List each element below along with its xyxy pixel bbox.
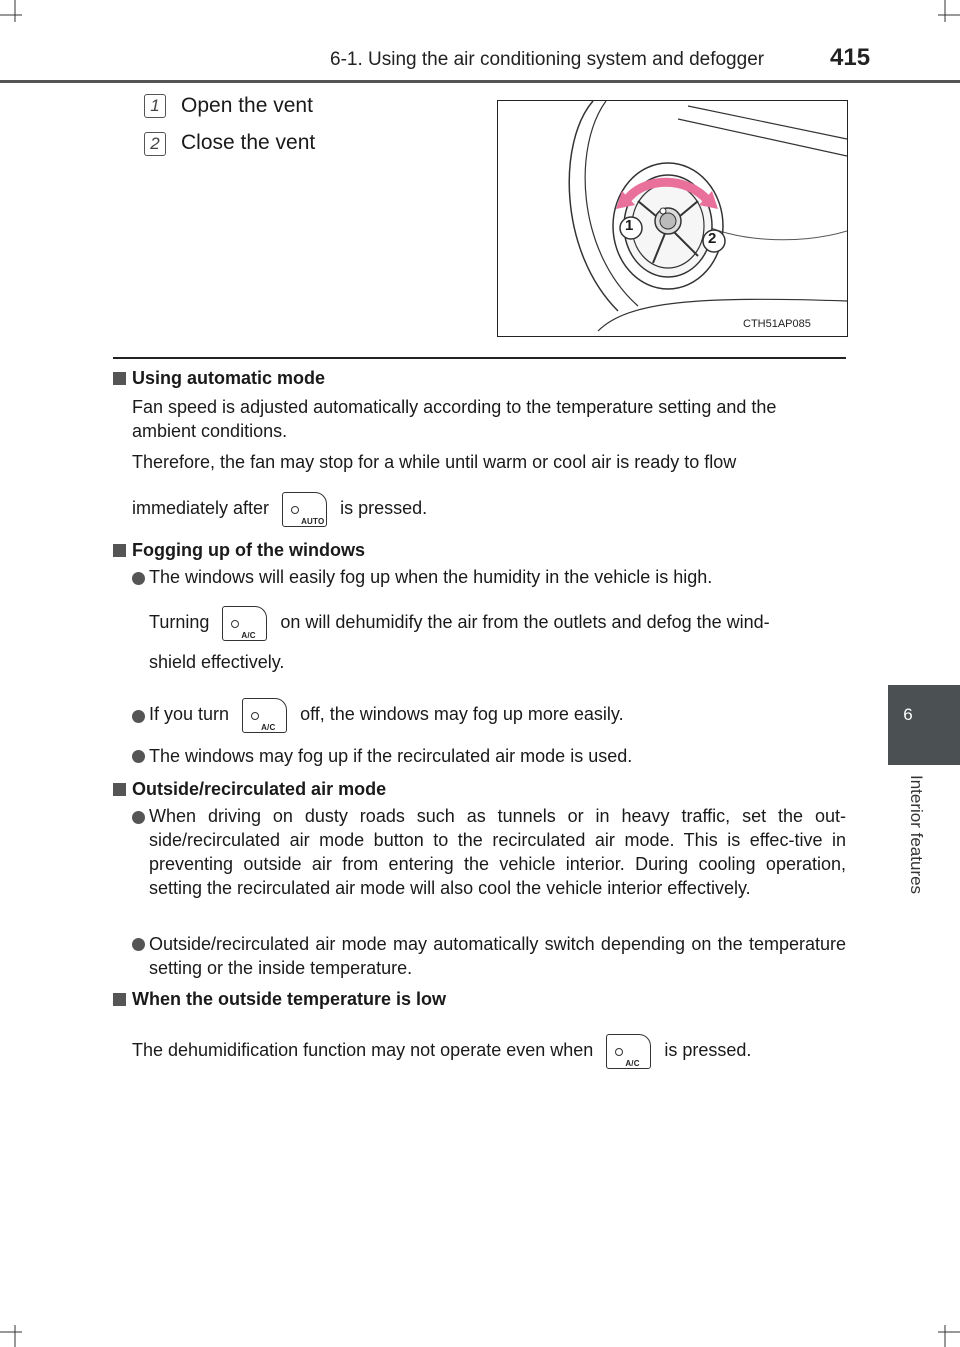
chapter-number: 6 <box>903 705 913 724</box>
automatic-mode-para1: Fan speed is adjusted automatically according to the temperature setting and the ambient conditions. <box>132 397 777 441</box>
running-header-title: 6-1. Using the air conditioning system and defogger <box>330 49 765 70</box>
heading-recirculated: Outside/recirculated air mode <box>113 779 386 800</box>
recirculated-bullet1: When driving on dusty roads such as tunnels or in heavy traffic, set the out-side/recirculated air mode button to the recirculated air mode. This is effec-tive in preventing outside air from entering the vehicle interior. During cooling operation, setting the recirculated air mode will also cool the vehicle interior effectively. <box>149 806 846 898</box>
figure-callout-2: 2 <box>708 230 717 247</box>
item-close-vent: Close the vent <box>181 131 316 154</box>
heading-low-temperature: When the outside temperature is low <box>113 989 446 1010</box>
fogging-bullet2: If you turn A/C off, the windows may fog up more easily. <box>149 697 624 732</box>
item-badge-2: 2 <box>144 132 166 156</box>
fogging-bullet3: The windows may fog up if the recirculated air mode is used. <box>149 746 633 766</box>
ac-button-icon: A/C <box>222 606 267 641</box>
fogging-bullet1-line3: shield effectively. <box>149 652 285 672</box>
page-number: 415 <box>830 44 871 71</box>
ac-button-icon: A/C <box>606 1034 651 1069</box>
item-badge-1: 1 <box>144 94 166 118</box>
low-temperature-text: The dehumidification function may not operate even when A/C is pressed. <box>132 1033 751 1068</box>
auto-button-icon: AUTO <box>282 492 327 527</box>
recirculated-bullet2: Outside/recirculated air mode may automatically switch depending on the temperature setting or the inside temperature. <box>149 934 846 978</box>
chapter-label: Interior features <box>907 775 926 895</box>
item-open-vent: Open the vent <box>181 94 313 117</box>
ac-button-icon: A/C <box>242 698 287 733</box>
fogging-bullet1-line2: Turning A/C on will dehumidify the air from the outlets and defog the wind- <box>149 605 770 640</box>
fogging-bullet1-line1: The windows will easily fog up when the humidity in the vehicle is high. <box>149 567 713 587</box>
automatic-mode-para3: immediately after AUTO is pressed. <box>132 491 427 526</box>
automatic-mode-para2: Therefore, the fan may stop for a while until warm or cool air is ready to flow <box>132 452 737 472</box>
figure-callout-1: 1 <box>625 217 634 234</box>
heading-fogging: Fogging up of the windows <box>113 540 365 561</box>
heading-automatic-mode: Using automatic mode <box>113 368 325 389</box>
figure-code: CTH51AP085 <box>743 318 811 330</box>
